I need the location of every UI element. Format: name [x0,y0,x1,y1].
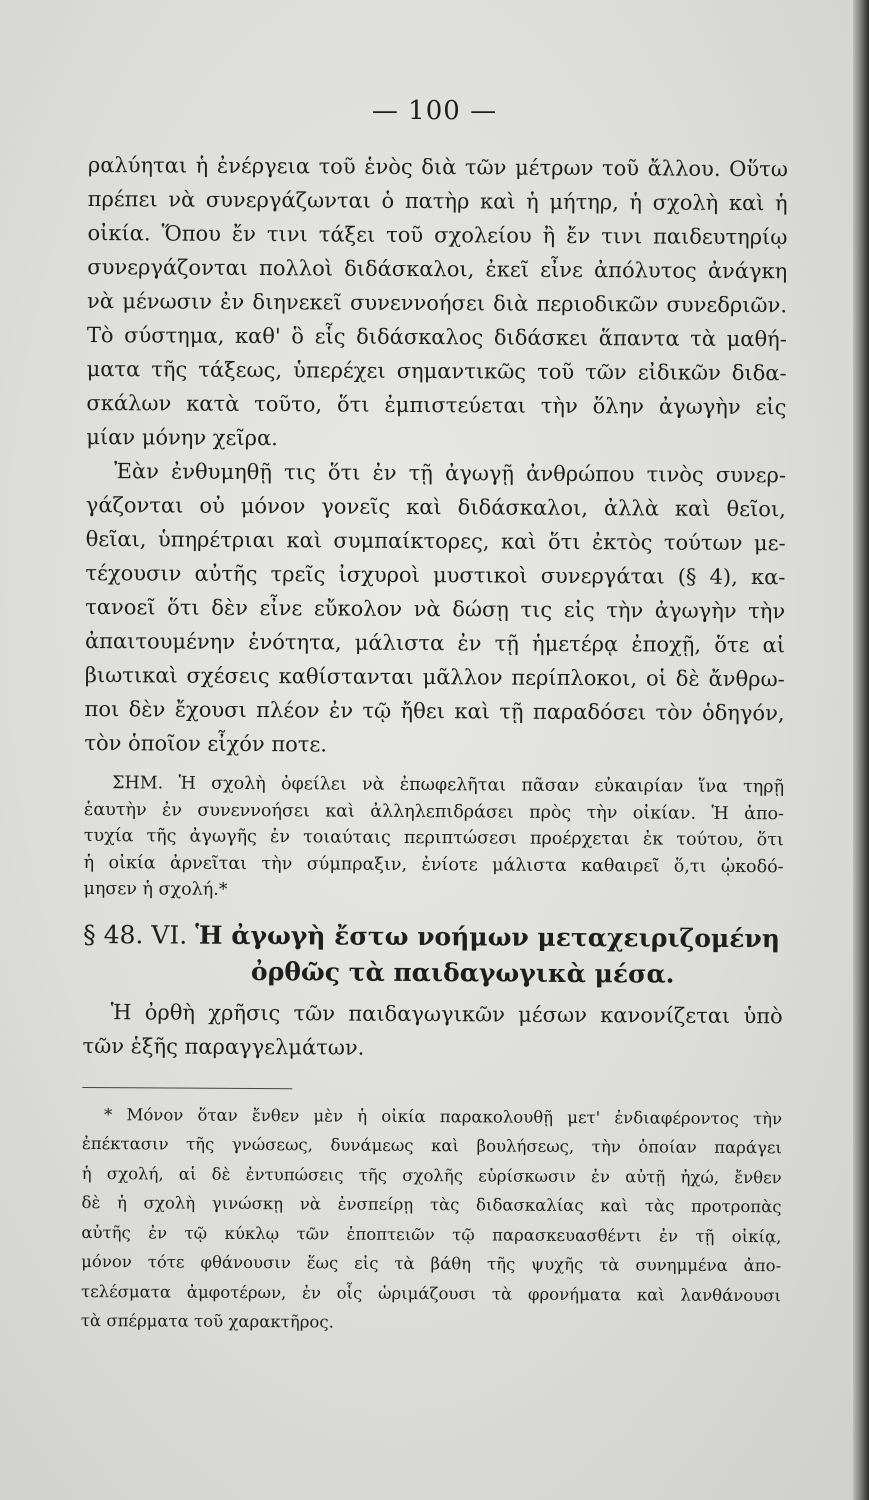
text-line: ποι δὲν ἔχουσι πλέον ἐν τῷ ἤθει καὶ τῇ παραδόσει τὸν ὁδηγόν, [84,696,785,726]
text-line: συνεργάζονται πολλοὶ διδάσκαλοι, ἐκεῖ εἶνε ἀπόλυτος ἀνάγκη [87,254,788,284]
page-edge-shadow [853,0,869,1500]
text-line: τυχία τῆς ἀγωγῆς ἐν τοιαύταις περιπτώσεσι προέρχεται ἐκ τούτου, ὅτι [83,825,784,851]
page-number: — 100 — [371,96,498,126]
text-line: ἡ οἰκία ἀρνεῖται τὴν σύμπραξιν, ἐνίοτε μάλιστα καθαιρεῖ ὅ,τι ᾠκοδό- [83,852,784,877]
text-line: ματα τῆς τάξεως, ὑπερέχει σημαντικῶς τοῦ τῶν εἰδικῶν διδα- [86,356,787,386]
section-number: § 48. VI. [83,919,188,950]
text-line: ραλύηται ἡ ἐνέργεια τοῦ ἑνὸς διὰ τῶν μέτρων τοῦ ἄλλου. Οὕτω [87,152,788,182]
text-line: τῶν ἑξῆς παραγγελμάτων. [82,1033,365,1060]
text-line: βιωτικαὶ σχέσεις καθίστανται μᾶλλον περίπλοκοι, οἱ δὲ ἄνθρω- [84,662,785,692]
text-line: Ἡ ὀρθὴ χρῆσις τῶν παιδαγωγικῶν μέσων κανονίζεται ὑπὸ [110,999,783,1028]
text-line: ἀπαιτουμένην ἑνότητα, μάλιστα ἐν τῇ ἡμετέρᾳ ἐποχῇ, ὅτε αἱ [84,628,786,658]
text-line: ἑαυτὴν ἐν συνεννοήσει καὶ ἀλληλεπιδράσει πρὸς τὴν οἰκίαν. Ἡ ἀπο- [83,799,785,824]
text-line: τέχουσιν αὐτῆς τρεῖς ἰσχυροὶ μυστικοὶ συνεργάται (§ 4), κα- [85,560,786,590]
text-line: θεῖαι, ὑπηρέτριαι καὶ συμπαίκτορες, καὶ ὅτι ἐκτὸς τούτων με- [85,526,786,556]
text-line: οἰκία. Ὅπου ἔν τινι τάξει τοῦ σχολείου ἢ ἔν τινι παιδευτηρίῳ [87,220,788,250]
page-body [81,148,788,1340]
text-line: * Μόνον ὅταν ἔνθεν μὲν ἡ οἰκία παρακολουθῇ μετ' ἐνδιαφέροντος τὴν [104,1104,783,1128]
paragraph-1 [86,148,788,458]
footnote-divider [82,1086,292,1088]
text-line: Τὸ σύστημα, καθ' ὃ εἷς διδάσκαλος διδάσκει ἅπαντα τὰ μαθή- [86,322,787,352]
text-line: τὰ σπέρματα τοῦ χαρακτῆρος. [80,1310,334,1332]
text-line: δὲ ἡ σχολὴ γινώσκῃ νὰ ἐνσπείρῃ τὰς διδασκαλίας καὶ τὰς προτροπὰς [81,1192,782,1217]
text-line: Ἐὰν ἐνθυμηθῇ τις ὅτι ἐν τῇ ἀγωγῇ ἀνθρώπου τινὸς συνερ- [113,459,787,488]
text-line: σκάλων κατὰ τοῦτο, ὅτι ἐμπιστεύεται τὴν ὅλην ἀγωγὴν εἰς [86,390,787,420]
text-line: νὰ μένωσιν ἐν διηνεκεῖ συνεννοήσει διὰ περιοδικῶν συνεδριῶν. [86,288,788,318]
text-line: τελέσματα ἀμφοτέρων, ἐν οἷς ὡριμάζουσι τὰ φρονήματα καὶ λανθάνουσι [80,1281,782,1305]
text-line: ΣΗΜ. Ἡ σχολὴ ὀφείλει νὰ ἐπωφελῆται πᾶσαν εὐκαιρίαν ἵνα τηρῇ [112,773,785,798]
text-line: ἡ σχολή, αἱ δὲ ἐντυπώσεις τῆς σχολῆς εὑρίσκωσιν ἐν αὐτῇ ἠχώ, ἔνθεν [81,1163,782,1187]
section-paragraph [82,994,782,1066]
text-line: γάζονται οὐ μόνον γονεῖς καὶ διδάσκαλοι, ἀλλὰ καὶ θεῖοι, [85,492,786,522]
paragraph-2 [84,454,786,764]
text-line: πρέπει νὰ συνεργάζωνται ὁ πατὴρ καὶ ἡ μήτηρ, ἡ σχολὴ καὶ ἡ [87,186,788,216]
text-line: αὐτῆς ἐν τῷ κύκλῳ τῶν ἐποπτειῶν τῷ παρασκευασθέντι ἐν τῇ οἰκίᾳ, [81,1222,782,1246]
text-line: μόνον τότε φθάνουσιν ἕως εἰς τὰ βάθη τῆς ψυχῆς τὰ συνημμένα ἀπο- [81,1251,782,1276]
footnote [81,1099,782,1339]
section-heading [83,916,783,992]
section-title-line-2: ὀρθῶς τὰ παιδαγωγικὰ μέσα. [250,956,675,989]
text-line: τανοεῖ ὅτι δὲν εἶνε εὔκολον νὰ δώσῃ τις εἰς τὴν ἀγωγὴν τὴν [85,594,786,624]
text-line: ἐπέκτασιν τῆς γνώσεως, δυνάμεως καὶ βουλήσεως, τὴν ὁποίαν παράγει [81,1133,782,1158]
section-title-line-1: Ἡ ἀγωγὴ ἔστω νοήμων μεταχειριζομένη [195,920,781,953]
text-line: μίαν μόνην χεῖρα. [86,424,278,451]
remark-note [83,770,784,907]
text-line: μησεν ἡ σχολή.* [83,878,228,900]
text-line: τὸν ὁποῖον εἶχόν ποτε. [84,730,328,757]
